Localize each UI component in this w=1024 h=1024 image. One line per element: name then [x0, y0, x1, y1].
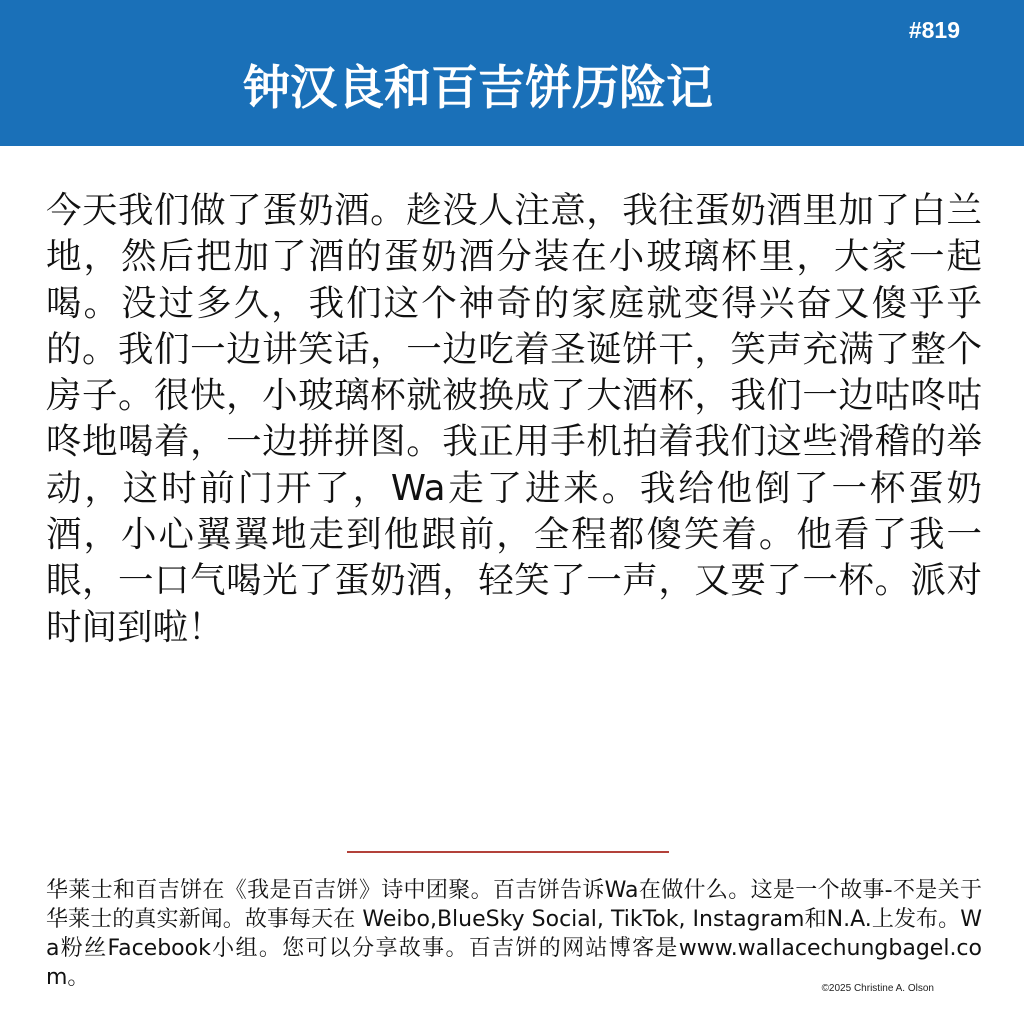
divider [347, 851, 669, 853]
header-banner [0, 0, 1024, 146]
page-title: 钟汉良和百吉饼历险记 [243, 61, 713, 116]
footnote-text: 华莱士和百吉饼在《我是百吉饼》诗中团聚。百吉饼告诉Wa在做什么。这是一个故事-不是关于华莱士的真实新闻。故事每天在 Weibo,BlueSky Social, TikTok, Instagram和N.A.上发布。Wa粉丝Facebook小组。您可以分享故事。百吉饼的网站博客是www.wallacechungbagel.com。 [46, 878, 982, 990]
issue-number: #819 [908, 17, 960, 43]
story-text: 今天我们做了蛋奶酒。趁没人注意，我往蛋奶酒里加了白兰地，然后把加了酒的蛋奶酒分装在小玻璃杯里，大家一起喝。没过多久，我们这个神奇的家庭就变得兴奋又傻乎乎的。我们一边讲笑话，一边吃着圣诞饼干，笑声充满了整个房子。很快，小玻璃杯就被换成了大酒杯，我们一边咕咚咕咚地喝着，一边拼拼图。我正用手机拍着我们这些滑稽的举动，这时前门开了，Wa走了进来。我给他倒了一杯蛋奶酒，小心翼翼地走到他跟前，全程都傻笑着。他看了我一眼，一口气喝光了蛋奶酒，轻笑了一声，又要了一杯。派对时间到啦！ [46, 190, 982, 648]
copyright-notice: ©2025 Christine A. Olson [821, 983, 934, 994]
